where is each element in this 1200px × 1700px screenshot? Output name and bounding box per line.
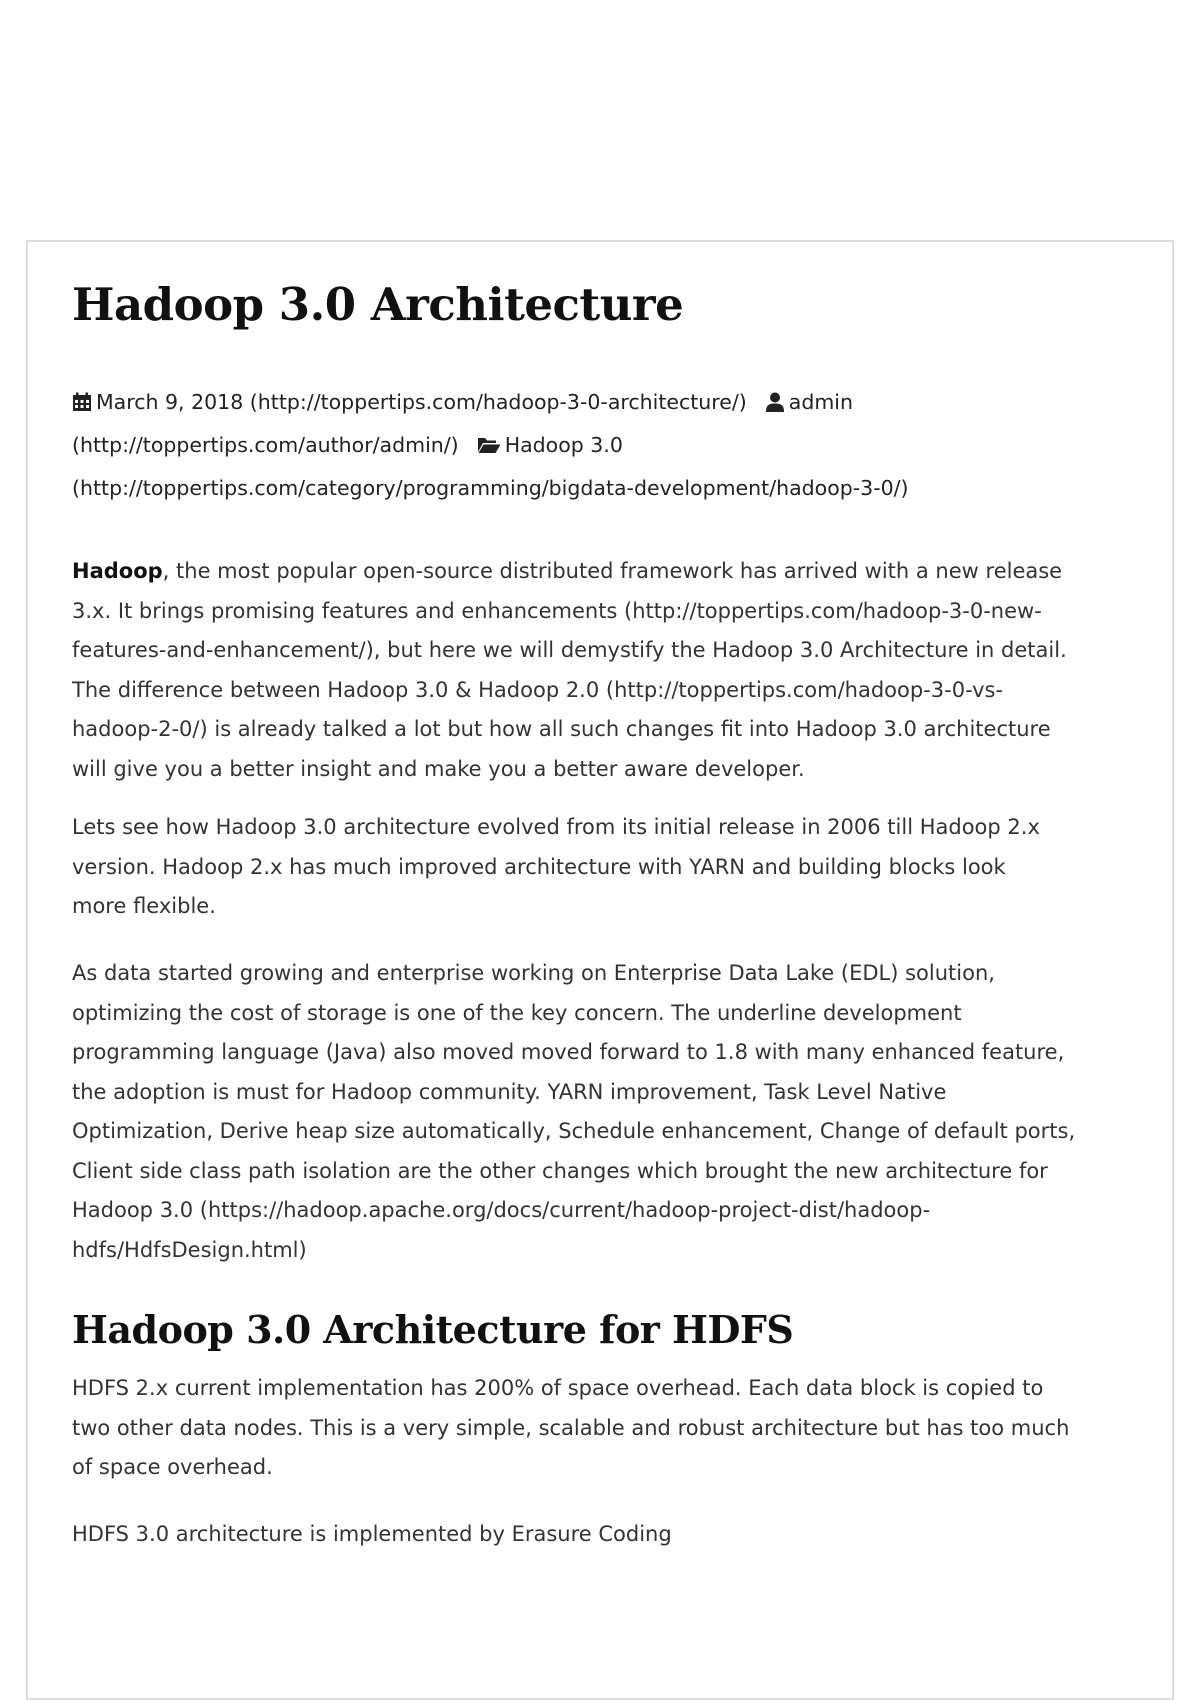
post-author-link[interactable] bbox=[789, 390, 853, 414]
post-date: March 9, 2018 bbox=[96, 390, 244, 414]
calendar-icon bbox=[72, 385, 92, 425]
hdfs-line-1: HDFS 2.x current implementation has 200% of space overhead. Each data block is copied to bbox=[72, 1376, 1044, 1400]
meta-line-2 bbox=[72, 425, 1132, 468]
post-date-url: (http://toppertips.com/hadoop-3-0-architecture/) bbox=[249, 390, 747, 414]
meta-line-1 bbox=[72, 382, 1132, 425]
data-growth-line-6: Client side class path isolation are the other changes which brought the new architecture for bbox=[72, 1158, 1048, 1183]
hdfs-line-3: of space overhead. bbox=[72, 1455, 273, 1479]
post-author-url-link[interactable] bbox=[72, 433, 459, 457]
hdfs-line-4: HDFS 3.0 architecture is implemented by Erasure Coding bbox=[72, 1522, 672, 1546]
intro-line-6: will give you a better insight and make you a better aware developer. bbox=[72, 756, 805, 781]
post-author: admin bbox=[788, 390, 853, 414]
data-growth-line-7[interactable]: Hadoop 3.0 (https://hadoop.apache.org/docs/current/hadoop-project-dist/hadoop- bbox=[72, 1198, 931, 1222]
section-heading-hdfs: Hadoop 3.0 Architecture for HDFS bbox=[72, 1307, 794, 1352]
hdfs-line-2: two other data nodes. This is a very simple, scalable and robust architecture but has too much bbox=[72, 1415, 1070, 1440]
data-growth-line-1: As data started growing and enterprise working on Enterprise Data Lake (EDL) solution, bbox=[72, 961, 995, 985]
article-card bbox=[26, 240, 1174, 1700]
post-category-link[interactable] bbox=[505, 433, 623, 457]
meta-line-3 bbox=[72, 468, 1132, 508]
evolution-paragraph bbox=[72, 808, 1132, 927]
intro-line-5: hadoop-2-0/) is already talked a lot but how all such changes fit into Hadoop 3.0 architecture bbox=[72, 717, 1051, 741]
data-growth-line-8[interactable]: hdfs/HdfsDesign.html) bbox=[72, 1237, 307, 1262]
evolution-line-2: version. Hadoop 2.x has much improved architecture with YARN and building blocks look bbox=[72, 854, 1006, 879]
user-icon bbox=[765, 385, 785, 425]
post-date-link[interactable] bbox=[96, 390, 747, 414]
data-growth-line-2: optimizing the cost of storage is one of the key concern. The underline development bbox=[72, 1000, 962, 1025]
data-growth-line-3: programming language (Java) also moved moved forward to 1.8 with many enhanced feature, bbox=[72, 1040, 1065, 1064]
post-author-url: (http://toppertips.com/author/admin/) bbox=[72, 433, 459, 457]
page-title: Hadoop 3.0 Architecture bbox=[72, 278, 684, 331]
data-growth-paragraph bbox=[72, 954, 1132, 1270]
evolution-line-1: Lets see how Hadoop 3.0 architecture evolved from its initial release in 2006 till Hadoop 2.x bbox=[72, 815, 1040, 839]
post-meta bbox=[72, 382, 1132, 508]
post-category-url-link[interactable] bbox=[72, 476, 909, 500]
intro-line-2[interactable]: 3.x. It brings promising features and enhancements (http://toppertips.com/hadoop-3-0-new- bbox=[72, 598, 1042, 623]
hdfs-paragraph-1 bbox=[72, 1369, 1132, 1488]
intro-paragraph bbox=[72, 552, 1132, 789]
hdfs-paragraph-2 bbox=[72, 1515, 1132, 1555]
data-growth-line-5: Optimization, Derive heap size automatically, Schedule enhancement, Change of default ports, bbox=[72, 1119, 1076, 1143]
data-growth-line-4: the adoption is must for Hadoop community. YARN improvement, Task Level Native bbox=[72, 1079, 947, 1104]
post-category: Hadoop 3.0 bbox=[504, 433, 623, 457]
intro-bold-lead: Hadoop bbox=[72, 559, 163, 583]
post-category-url: (http://toppertips.com/category/programming/bigdata-development/hadoop-3-0/) bbox=[72, 476, 909, 500]
evolution-line-3: more flexible. bbox=[72, 894, 216, 918]
intro-line-3: features-and-enhancement/), but here we will demystify the Hadoop 3.0 Architecture in detail. bbox=[72, 638, 1067, 662]
folder-open-icon bbox=[477, 428, 501, 468]
intro-line-1-text: , the most popular open-source distributed framework has arrived with a new release bbox=[162, 559, 1063, 583]
intro-line-4[interactable]: The difference between Hadoop 3.0 & Hadoop 2.0 (http://toppertips.com/hadoop-3-0-vs- bbox=[72, 677, 1004, 702]
paragraph-line bbox=[72, 552, 1132, 592]
